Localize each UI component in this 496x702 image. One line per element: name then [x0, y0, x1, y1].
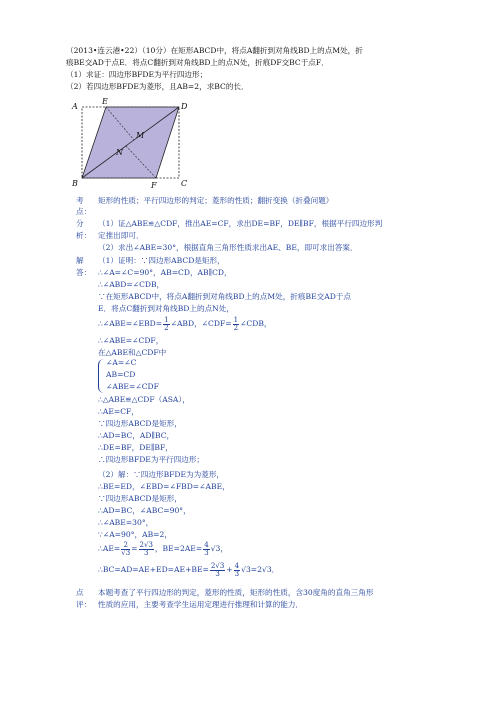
- system-eq-1: ∠A=∠C: [106, 358, 137, 367]
- solution-line-10: ∴AE=CF，: [98, 407, 139, 416]
- system-eq-3: ∠ABE=∠CDF: [106, 382, 159, 391]
- solution-line-6-a: ∴∠ABE=∠EBD=: [98, 319, 163, 328]
- ae-line: [98, 541, 228, 557]
- point-b-label: B: [72, 179, 78, 188]
- solution-line-2: ∴∠A=∠C=90°，AB=CD，AB∥CD，: [98, 268, 232, 277]
- ae-prefix: ∴AE=: [98, 544, 121, 553]
- ae-fraction-1: $\frac{2}{√3}$: [121, 540, 131, 557]
- ae-middle: ，BE=2AE=: [154, 544, 203, 553]
- bc-prefix: ∴BC=AD=AE+ED=AE+BE=: [98, 565, 209, 574]
- solution-line-4: ∵在矩形ABCD中，将点A翻折到对角线BD上的点M处，折痕BE交AD于点: [98, 292, 351, 301]
- kaodian-text: 矩形的性质；平行四边形的判定；菱形的性质；翻折变换（折叠问题）: [98, 196, 334, 205]
- be-fraction: $\frac{4}{3}$: [204, 540, 209, 557]
- part2-line-2: ∴BE=ED，∠EBD=∠FBD=∠ABE，: [98, 482, 230, 491]
- bc-line: [98, 562, 279, 578]
- point-m-label: M: [136, 131, 145, 140]
- solution-line-6: [98, 316, 272, 332]
- solution-line-9: ∴△ABE≌△CDF（ASA），: [98, 395, 190, 404]
- solution-line-3: ∴∠ABD=∠CDB，: [98, 280, 165, 289]
- point-c-label: C: [181, 179, 188, 188]
- bc-end: √3=2√3．: [241, 565, 280, 574]
- solution-line-6-c: ∠CDB，: [240, 319, 272, 328]
- solution-line-14: ∴四边形BFDE为平行四边形；: [98, 455, 205, 464]
- jieda-label-2: 答：: [76, 268, 92, 277]
- ae-end: √3，: [210, 544, 228, 553]
- jieda-label-1: 解: [76, 256, 84, 265]
- part2-line-5: ∴∠ABE=30°，: [98, 518, 154, 527]
- part2-line-6: ∵∠A=90°，AB=2，: [98, 530, 172, 539]
- solution-line-12: ∴AD=BC，AD∥BC，: [98, 431, 175, 440]
- solution-line-13: ∴DE=BF，DE∥BF，: [98, 443, 173, 452]
- point-d-label: D: [181, 102, 188, 111]
- bc-fraction-1: $\frac{2√3}{3}$: [210, 561, 225, 578]
- solution-line-11: ∵四边形ABCD是矩形，: [98, 419, 182, 428]
- kaodian-label-1: 考: [76, 196, 84, 205]
- solution-line-8: 在△ABE和△CDF中: [98, 348, 167, 357]
- dianping-label-2: 评：: [76, 600, 92, 609]
- fenxi-line-1: （1）证△ABE≌△CDF，推出AE=CF，求出DE=BF，DE∥BF，根据平行四边形判: [98, 219, 383, 228]
- solution-line-6-b: ∠ABD，∠CDF=: [170, 319, 232, 328]
- solution-line-7: ∴∠ABE=∠CDF，: [98, 336, 164, 345]
- fraction-half-2: $\frac{1}{2}$: [233, 315, 239, 332]
- problem-line-1: （2013•连云港•22）（10分）在矩形ABCD中，将点A翻折到对角线BD上的点M处，折: [66, 46, 363, 55]
- question-2: （2）若四边形BFDE为菱形，且AB=2，求BC的长．: [66, 82, 249, 91]
- part2-line-4: ∴AD=BC，∠ABC=90°，: [98, 506, 191, 515]
- point-n-label: N: [116, 148, 123, 157]
- solution-line-5: E．将点C翻折到对角线BD上的点N处，: [98, 304, 234, 313]
- question-1: （1）求证：四边形BFDE为平行四边形；: [66, 70, 208, 79]
- fenxi-line-3: （2）求出∠ABE=30°，根据直角三角形性质求出AE、BE，即可求出答案．: [98, 243, 358, 252]
- geometry-figure: [66, 94, 206, 194]
- dianping-line-1: 本题考查了平行四边形的判定，菱形的性质，矩形的性质，含30度角的直角三角形: [98, 588, 374, 597]
- system-brace: [98, 359, 104, 393]
- system-eq-2: AB=CD: [106, 370, 136, 379]
- problem-line-2: 痕BE交AD于点E．将点C翻折到对角线BD上的点N处，折痕DF交BC于点F．: [66, 58, 329, 67]
- bc-plus: +: [226, 565, 233, 574]
- dianping-line-2: 性质的应用，主要考查学生运用定理进行推理和计算的能力．: [98, 600, 304, 609]
- fraction-half-1: $\frac{1}{2}$: [164, 315, 169, 332]
- bc-fraction-2: $\frac{4}{3}$: [234, 561, 240, 578]
- fenxi-label-2: 析：: [76, 231, 92, 240]
- point-a-label: A: [72, 102, 78, 111]
- ae-fraction-2: $\frac{2√3}{3}$: [139, 540, 153, 557]
- kaodian-label-2: 点：: [76, 207, 92, 216]
- fenxi-line-2: 定推出即可．: [98, 231, 144, 240]
- dianping-label-1: 点: [76, 588, 84, 597]
- fenxi-label-1: 分: [76, 219, 84, 228]
- solution-line-1: （1）证明：∵四边形ABCD是矩形，: [98, 256, 225, 265]
- part2-line-3: ∵四边形ABCD是矩形，: [98, 494, 182, 503]
- point-f-label: F: [151, 181, 157, 190]
- part2-line-1: （2）解：∵四边形BFDE为为菱形，: [98, 470, 225, 479]
- ae-equals: =: [131, 544, 138, 553]
- point-e-label: E: [102, 97, 108, 106]
